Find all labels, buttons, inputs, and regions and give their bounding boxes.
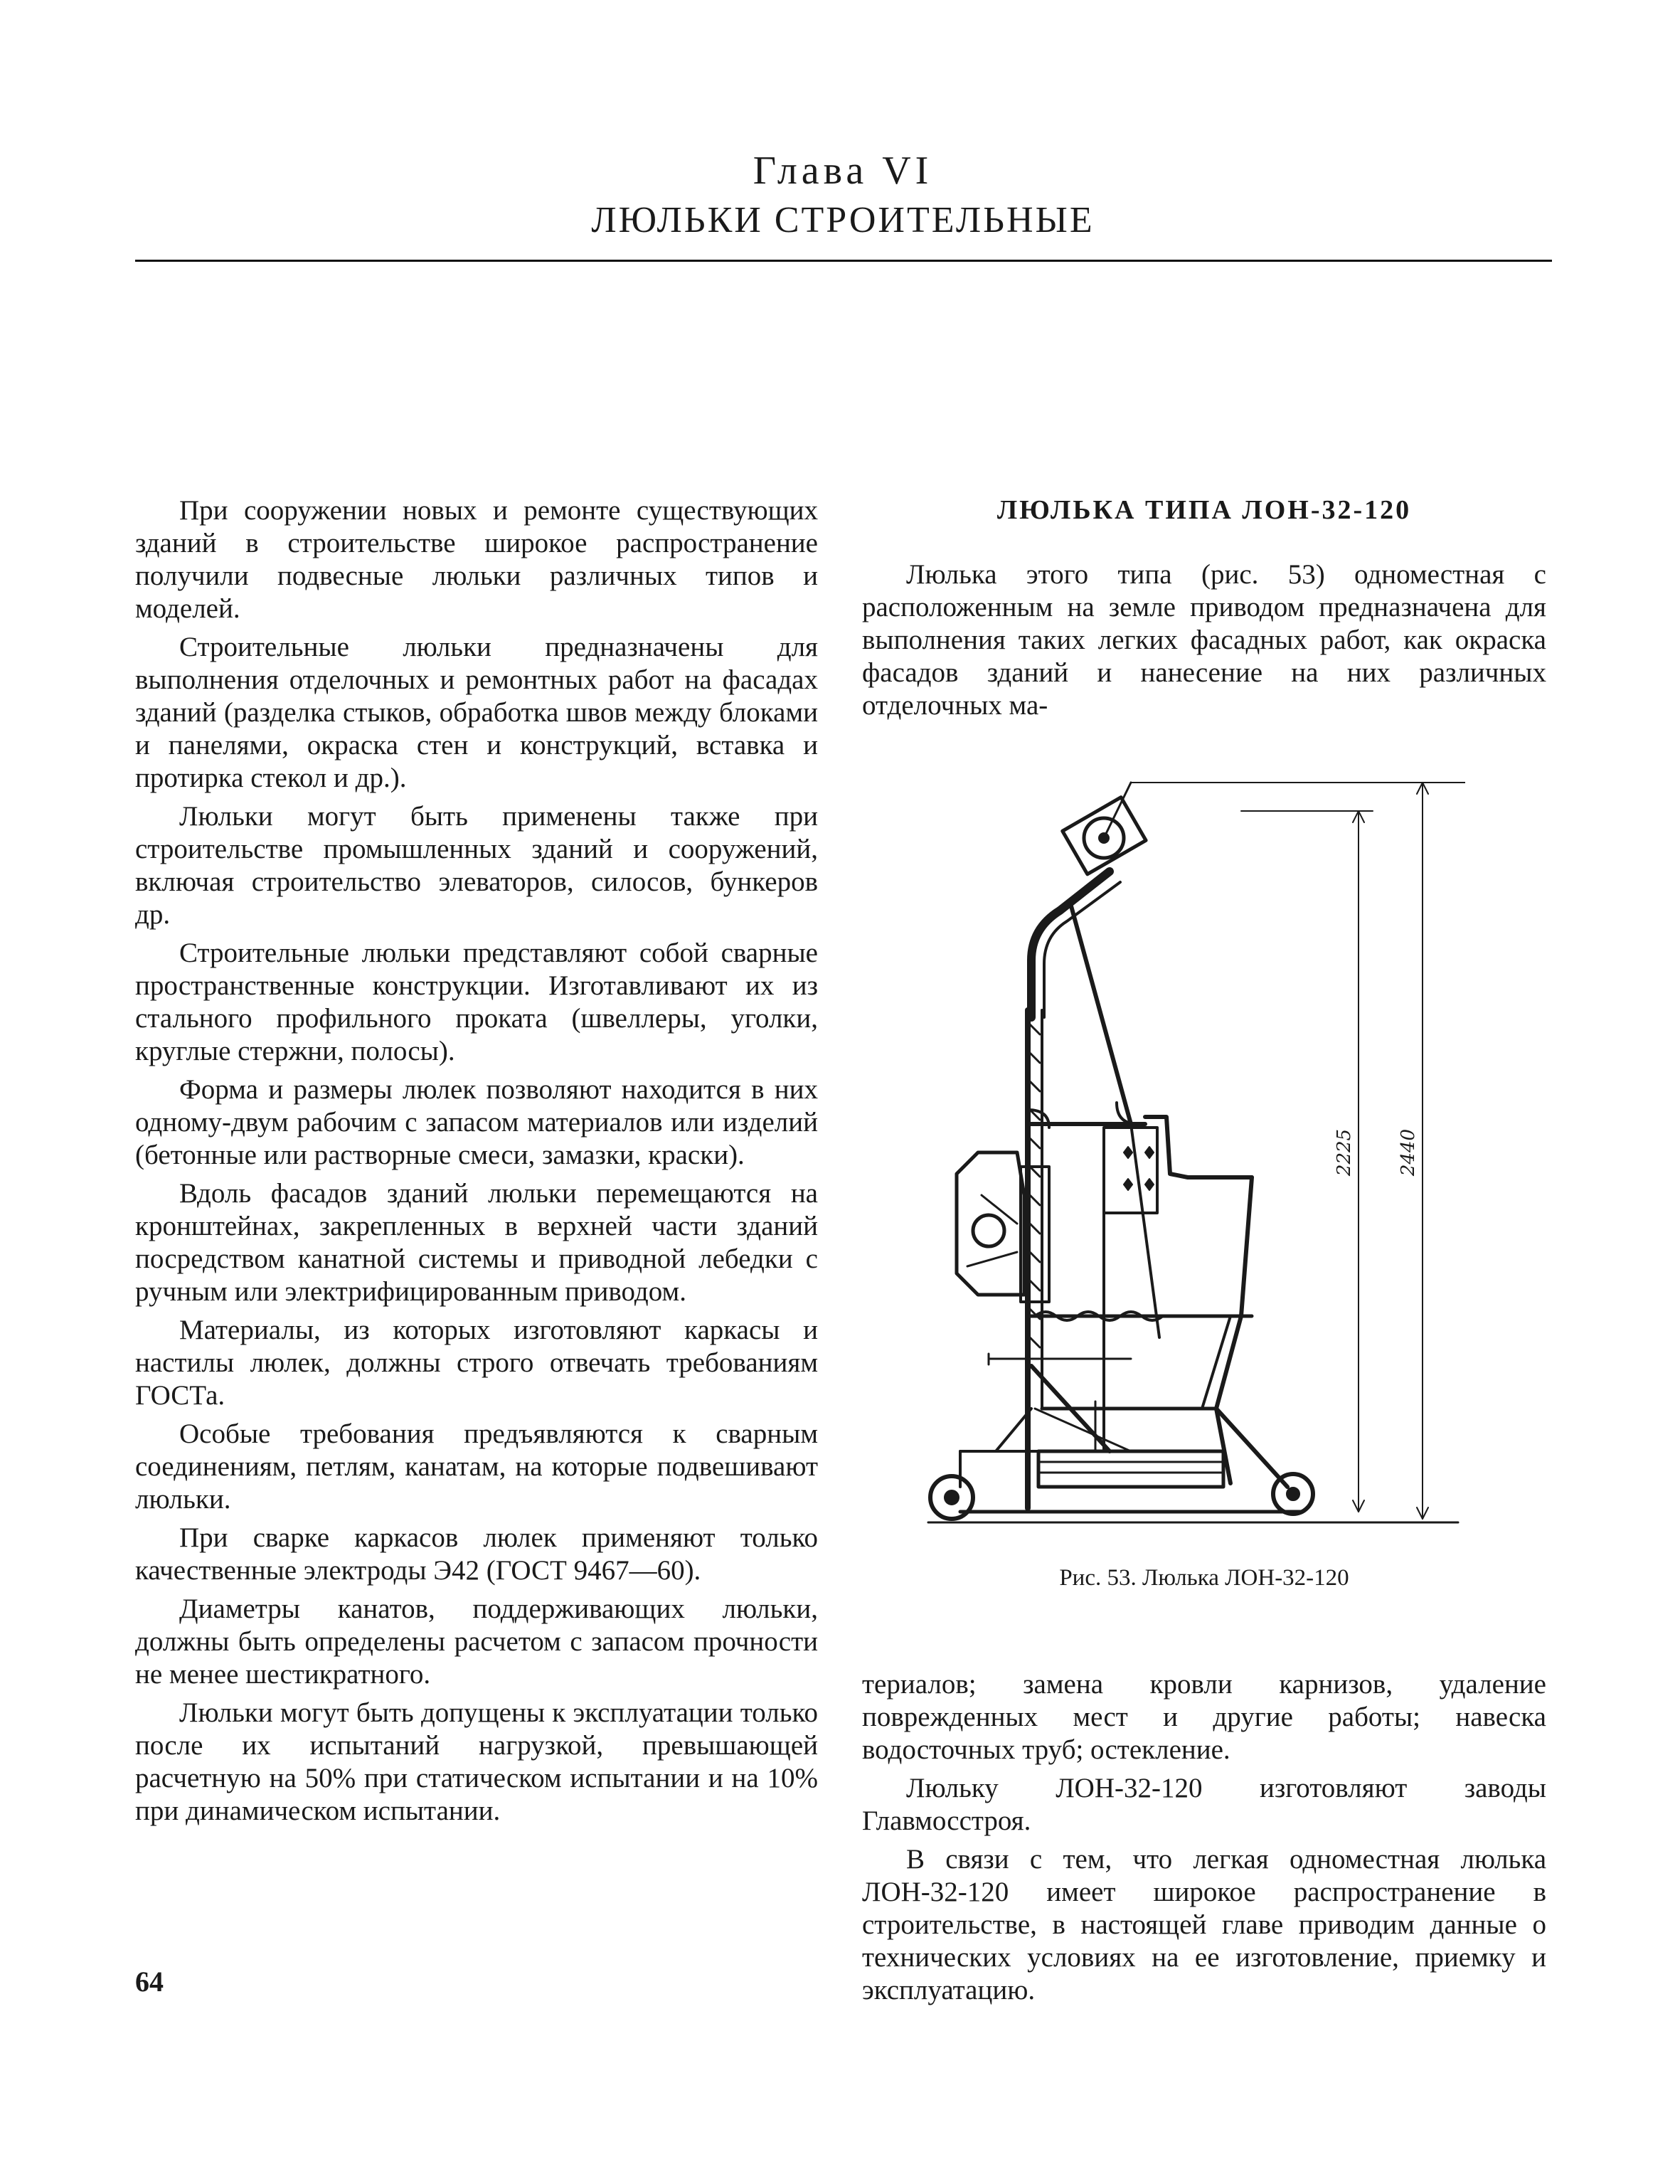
left-text-column xyxy=(135,494,818,1833)
paragraph: При сварке каркасов люлек применяют только качественные электроды Э42 (ГОСТ 9467—60). xyxy=(135,1522,818,1586)
figure-caption: Рис. 53. Люлька ЛОН-32-120 xyxy=(1059,1565,1349,1591)
paragraph: Вдоль фасадов зданий люльки перемещаются на кронштейнах, закрепленных в верхней части зданий посредством канатной системы и приводной лебедки с ручным или электрифицированным приводом. xyxy=(135,1178,818,1307)
paragraph: Строительные люльки представляют собой сварные пространственные конструкции. Изготавливают их из стального профильного проката (швеллеры, уголки, круглые стержни, полосы). xyxy=(135,938,818,1066)
heading-rule xyxy=(135,260,1552,262)
chapter-number: Глава VI xyxy=(753,149,933,193)
section-title: ЛЮЛЬКА ТИПА ЛОН-32-120 xyxy=(996,495,1412,525)
paragraph-continuation: териалов; замена кровли карнизов, удаление поврежденных мест и другие работы; навеска водосточных труб; остекление. xyxy=(862,1669,1546,1765)
paragraph: Особые требования предъявляются к сварным соединениям, петлям, канатам, на которые подвешивают люльки. xyxy=(135,1419,818,1515)
right-text-column-top xyxy=(862,558,1546,728)
chapter-title: ЛЮЛЬКИ СТРОИТЕЛЬНЫЕ xyxy=(591,200,1095,240)
dimension-2440: 2440 xyxy=(1398,1128,1419,1177)
paragraph: Люльки могут быть допущены к эксплуатации только после их испытаний нагрузкой, превышающей расчетную на 50% при статическом испытании и на 10% при динамическом испытании. xyxy=(135,1697,818,1826)
paragraph: При сооружении новых и ремонте существующих зданий в строительстве широкое распространение получили подвесные люльки различных типов и моделей. xyxy=(135,495,818,624)
paragraph: Материалы, из которых изготовляют каркасы и настилы люлек, должны строго отвечать требованиям ГОСТа. xyxy=(135,1315,818,1411)
page-number: 64 xyxy=(135,1966,164,1998)
paragraph: Люлька этого типа (рис. 53) одноместная с расположенным на земле приводом предназначена для выполнения таких легких фасадных работ, как окраска фасадов зданий и нанесение на них различных отделочных ма- xyxy=(862,559,1546,721)
paragraph: Строительные люльки предназначены для выполнения отделочных и ремонтных работ на фасадах зданий (разделка стыков, обработка швов между блоками и панелями, окраска стен и конструкций, вставка и протирка стекол и др.). xyxy=(135,632,818,793)
paragraph: Форма и размеры люлек позволяют находится в них одному-двум рабочим с запасом материалов или изделий (бетонные или растворные смеси, замазки, краски). xyxy=(135,1074,818,1170)
paragraph: Люльки могут быть применены также при строительстве промышленных зданий и сооружений, включая строительство элеваторов, силосов, бункеров др. xyxy=(135,801,818,930)
figure-53 xyxy=(918,768,1465,1558)
paragraph: Диаметры канатов, поддерживающих люльки, должны быть определены расчетом с запасом прочности не менее шестикратного. xyxy=(135,1594,818,1690)
paragraph: В связи с тем, что легкая одноместная люлька ЛОН-32-120 имеет широкое распространение в строительстве, в настоящей главе приводим данные о технических условиях на ее изготовление, приемку и эксплуатацию. xyxy=(862,1844,1546,2005)
right-text-column-bottom xyxy=(862,1668,1546,2013)
chapter-heading xyxy=(135,146,1551,245)
cradle-drawing xyxy=(918,768,1465,1558)
paragraph: Люльку ЛОН-32-120 изготовляют заводы Главмосстроя. xyxy=(862,1773,1546,1836)
dimension-2225: 2225 xyxy=(1334,1128,1355,1177)
